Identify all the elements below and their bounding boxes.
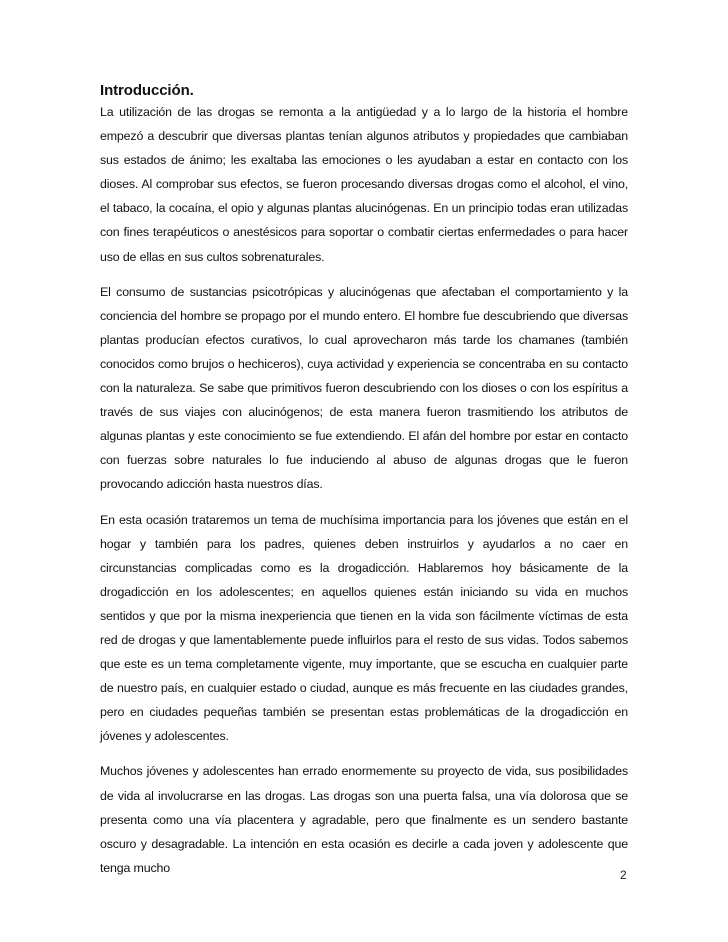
paragraph-2: El consumo de sustancias psicotrópicas y alucinógenas que afectaban el comportamiento y la conciencia del hombre se propago por el mundo entero. El hombre fue descubriendo que diversas plantas producían efectos curativos, lo cual aprovecharon más tarde los chamanes (también conocidos como brujos o hechiceros), cuya actividad y experiencia se concentraba en su contacto con la naturaleza. Se sabe que primitivos fueron descubriendo con los dioses o con los espíritus a través de sus viajes con alucinógenos; de esta manera fueron trasmitiendo los atributos de algunas plantas y este conocimiento se fue extendiendo. El afán del hombre por estar en contacto con fuerzas sobre naturales lo fue induciendo al abuso de algunas drogas que le fueron provocando adicción hasta nuestros días. (100, 284, 628, 492)
page-content (100, 82, 628, 880)
section-heading: Introducción. (100, 82, 194, 99)
paragraph-1: La utilización de las drogas se remonta a la antigüedad y a lo largo de la historia el hombre empezó a descubrir que diversas plantas tenían algunos atributos y propiedades que cambiaban sus estados de ánimo; les exaltaba las emociones o les ayudaban a estar en contacto con los dioses. Al comprobar sus efectos, se fueron procesando diversas drogas como el alcohol, el vino, el tabaco, la cocaína, el opio y algunas plantas alucinógenas. En un principio todas eran utilizadas con fines terapéuticos o anestésicos para soportar o combatir ciertas enfermedades o para hacer uso de ellas en sus cultos sobrenaturales. (100, 105, 628, 264)
page-number: 2 (620, 868, 627, 882)
paragraph-4: Muchos jóvenes y adolescentes han errado enormemente su proyecto de vida, sus posibilidades de vida al involucrarse en las drogas. Las drogas son una puerta falsa, una vía dolorosa que se presenta como una vía placentera y agradable, pero que finalmente es un sendero bastante oscuro y desagradable. La intención en esta ocasión es decirle a cada joven y adolescente que tenga mucho (100, 764, 628, 875)
paragraph-3: En esta ocasión trataremos un tema de muchísima importancia para los jóvenes que están en el hogar y también para los padres, quienes deben instruirlos y ayudarlos a no caer en circunstancias complicadas como es la drogadicción. Hablaremos hoy básicamente de la drogadicción en los adolescentes; en aquellos quienes están iniciando su vida en muchos sentidos y que por la misma inexperiencia que tienen en la vida son fácilmente víctimas de esta red de drogas y que lamentablemente puede influirlos para el resto de sus vidas. Todos sabemos que este es un tema completamente vigente, muy importante, que se escucha en cualquier parte de nuestro país, en cualquier estado o ciudad, aunque es más frecuente en las ciudades grandes, pero en ciudades pequeñas también se presentan estas problemáticas de la drogadicción en jóvenes y adolescentes. (100, 512, 628, 744)
